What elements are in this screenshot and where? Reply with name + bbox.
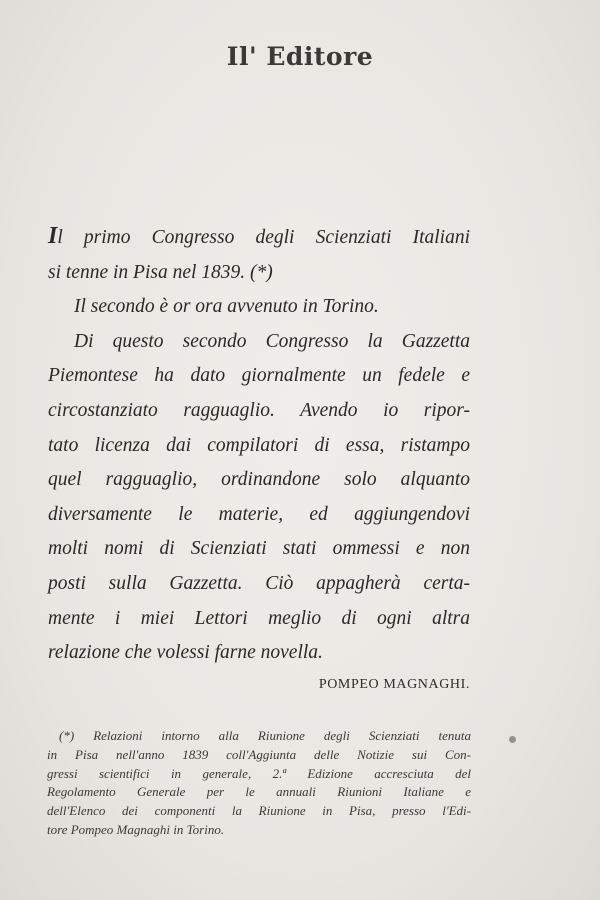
body-line-3: Il secondo è or ora avvenuto in Torino. (74, 296, 379, 318)
footnote-line-5: dell'Elenco dei componenti la Riunione in Pisa, presso l'Edi- (47, 803, 471, 819)
footnote-line-4: Regolamento Generale per le annuali Riunioni Italiane e (47, 784, 471, 800)
page-heading: Il' Editore (226, 42, 374, 71)
body-line-7: tato licenza dai compilatori di essa, ristampo (48, 434, 470, 456)
body-line-8: quel ragguaglio, ordinandone solo alquanto (48, 469, 470, 491)
signature: POMPEO MAGNAGHI. (318, 677, 470, 692)
footnote-line-3: gressi scientifici in generale, 2.ª Edizione accresciuta del (47, 765, 471, 781)
body-line-12: mente i miei Lettori meglio di ogni altra (48, 607, 470, 629)
body-line-10: molti nomi di Scienziati stati ommessi e non (48, 538, 470, 560)
body-line-5: Piemontese ha dato giornalmente un fedele e (48, 365, 470, 387)
drop-cap: I (48, 223, 58, 249)
body-line-4: Di questo secondo Congresso la Gazzetta (74, 330, 470, 352)
ink-speck (509, 736, 516, 743)
footnote-line-2: in Pisa nell'anno 1839 coll'Aggiunta delle Notizie sui Con- (47, 746, 471, 762)
footnote-line-1: (*) Relazioni intorno alla Riunione degli Scienziati tenuta (59, 728, 471, 743)
footnote (47, 727, 471, 840)
body-line-13: relazione che volessi farne novella. (48, 642, 323, 664)
body-line-1: Il primo Congresso degli Scienziati Italiani (48, 223, 470, 249)
body-line-6: circostanziato ragguaglio. Avendo io ripor- (48, 399, 470, 421)
body-line-2: si tenne in Pisa nel 1839. (*) (48, 261, 273, 283)
footnote-line-6: tore Pompeo Magnaghi in Torino. (47, 821, 225, 837)
body-text (48, 219, 470, 671)
body-line-11: posti sulla Gazzetta. Ciò appagherà certa- (48, 572, 470, 594)
body-line-9: diversamente le materie, ed aggiungendovi (48, 503, 470, 525)
